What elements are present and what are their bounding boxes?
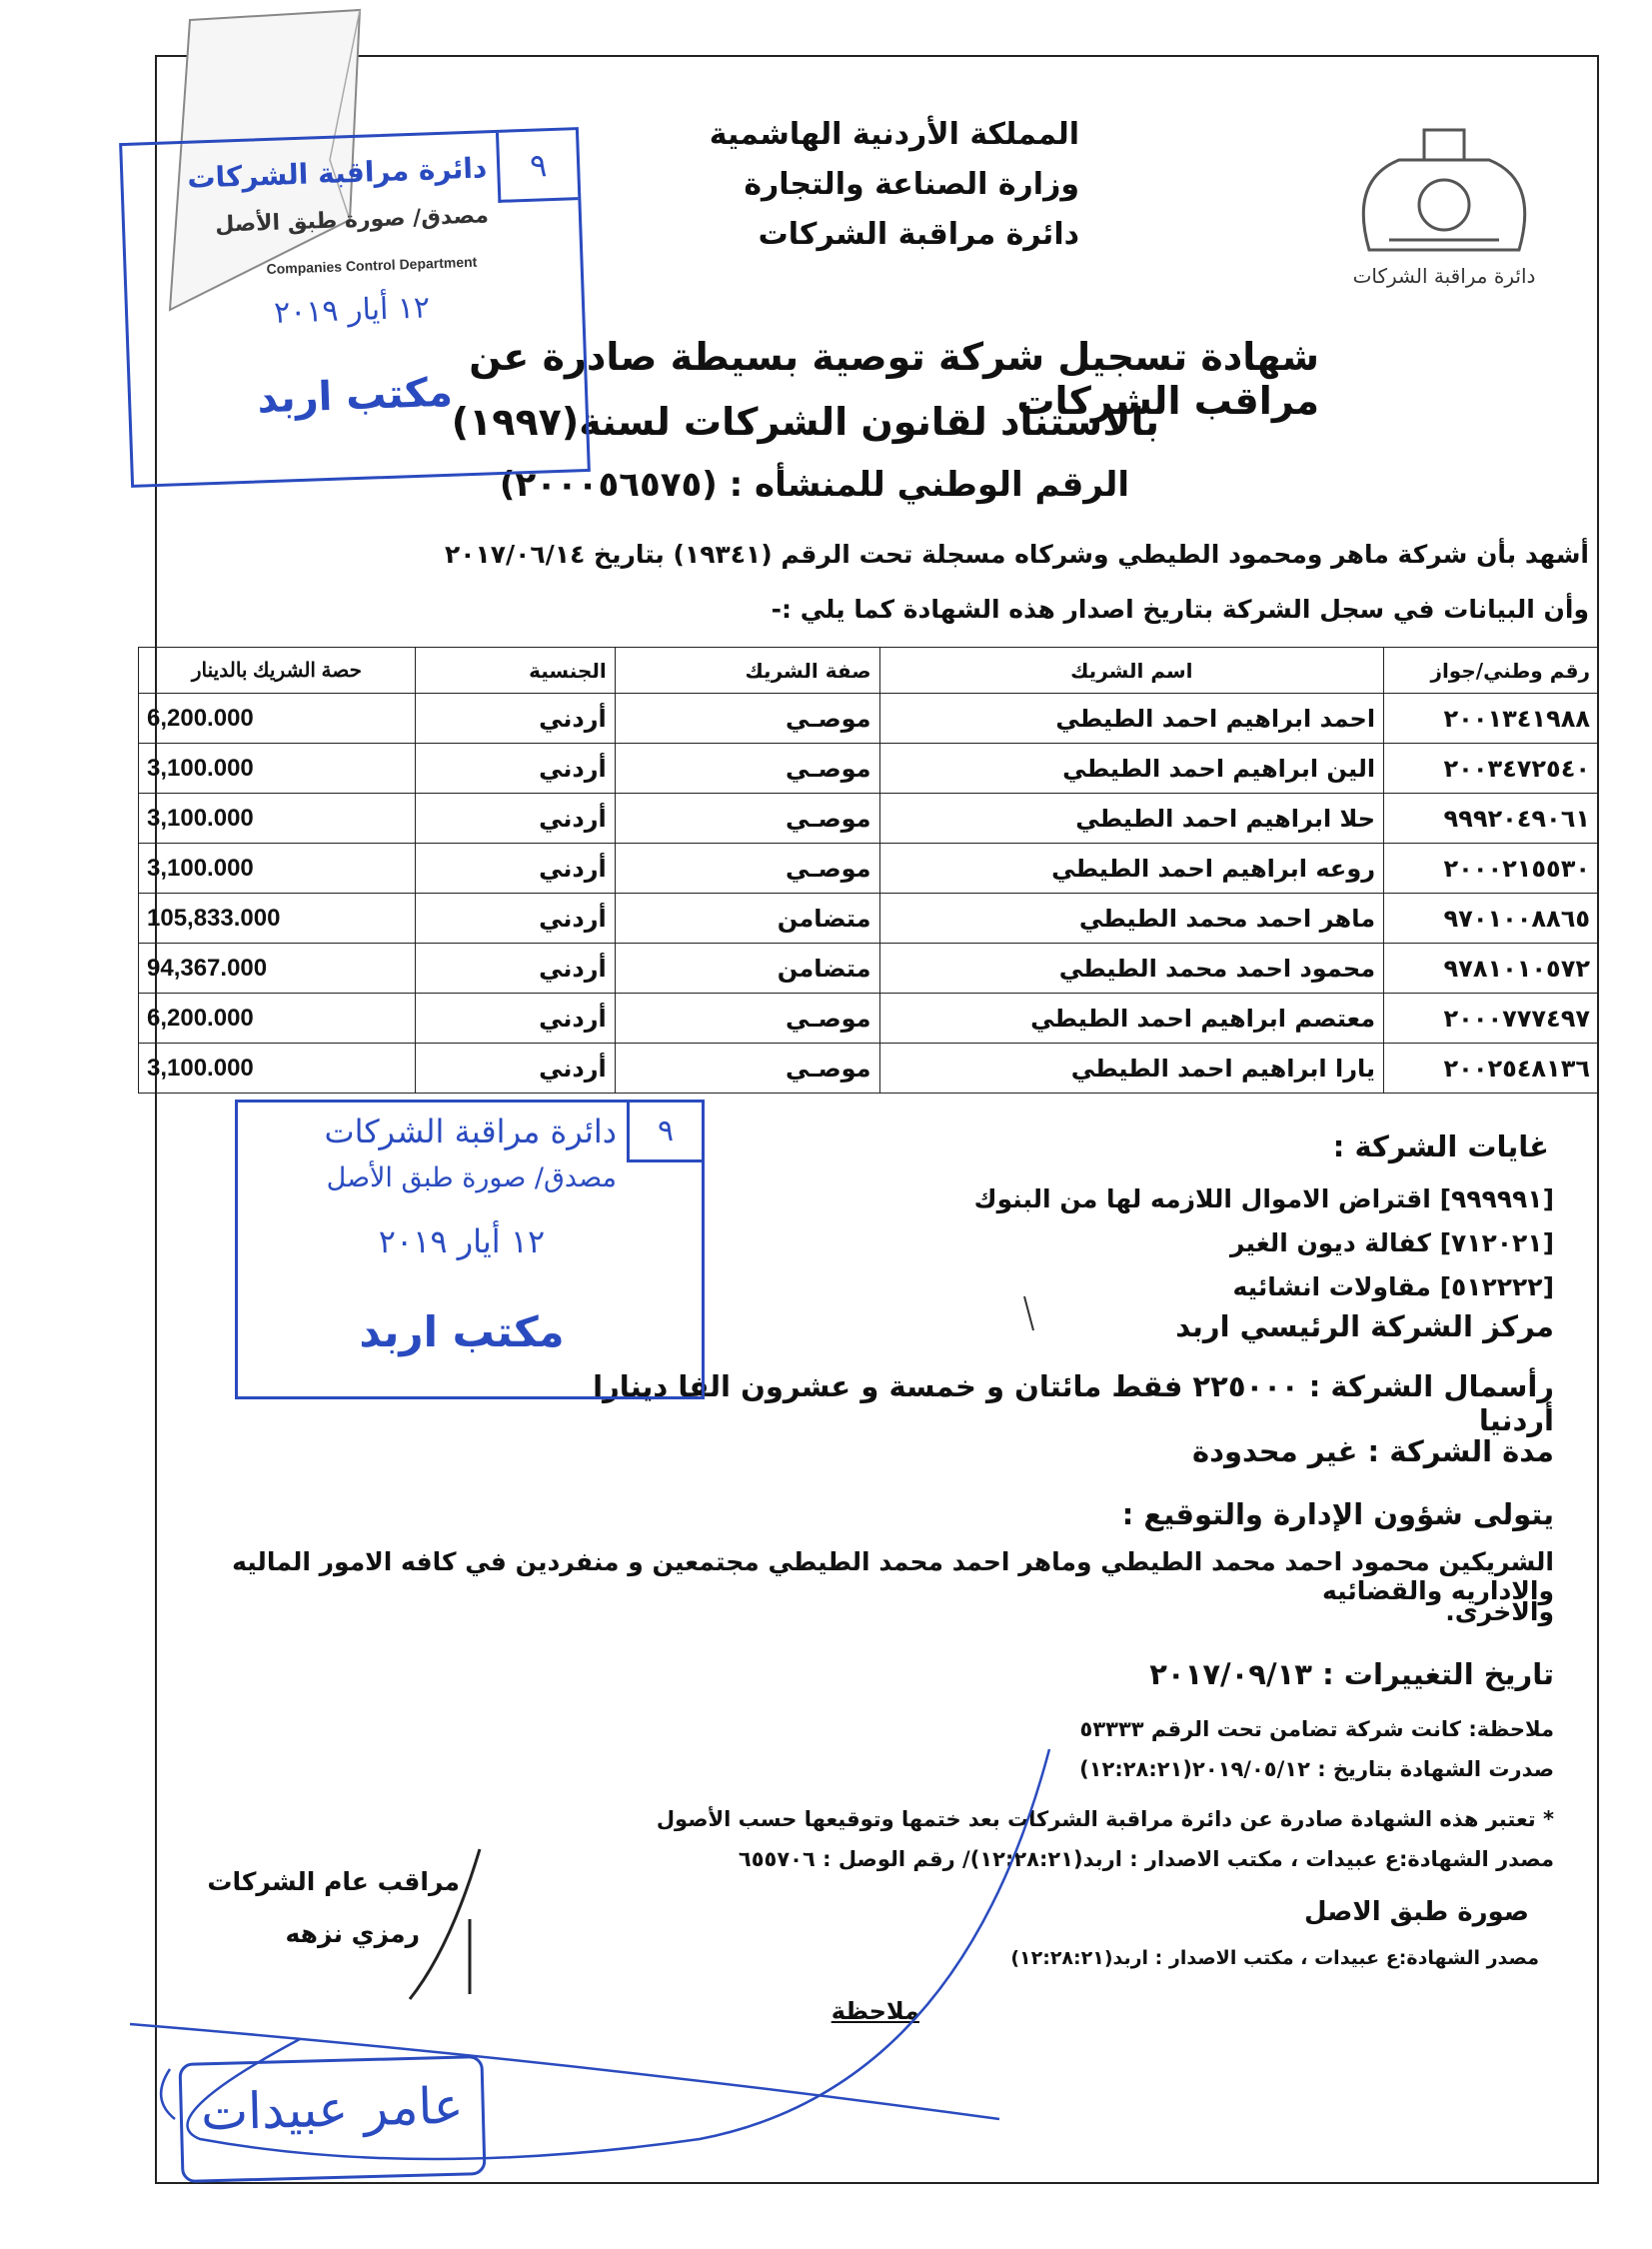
objective-item: [٥١٢٢٢٢] مقاولات انشائيه — [1232, 1272, 1554, 1301]
partner-nationality: أردني — [415, 694, 615, 744]
certification-stamp-top — [119, 127, 591, 488]
partner-share: 6,200.000 — [139, 994, 416, 1044]
partner-share: 3,100.000 — [139, 1044, 416, 1094]
pen-mark — [1019, 1294, 1039, 1334]
stamp-date: ١٢ أيار ٢٠١٩ — [378, 1222, 546, 1260]
partner-share: 6,200.000 — [139, 694, 416, 744]
stamp-line-1: دائرة مراقبة الشركات — [186, 151, 488, 195]
intro-line-1: أشهد بأن شركة ماهر ومحمود الطيطي وشركاه مسجلة تحت الرقم (١٩٣٤١) بتاريخ ٢٠١٧/٠٦/١٤ — [445, 540, 1589, 569]
coat-of-arms-emblem — [1329, 120, 1559, 300]
partner-name: روعه ابراهيم احمد الطيطي — [879, 844, 1384, 894]
partner-id: ٩٩٩٢٠٤٩٠٦١ — [1384, 794, 1599, 844]
source-note: مصدر الشهادة:ع عبيدات ، مكتب الاصدار : اربد(١٢:٢٨:٢١)/ رقم الوصل : ٦٥٥٧٠٦ — [738, 1847, 1554, 1871]
partner-share: 94,367.000 — [139, 944, 416, 994]
issue-date: صدرت الشهادة بتاريخ : ٢٠١٩/٠٥/١٢(١٢:٢٨:٢١) — [1079, 1757, 1554, 1781]
partner-id: ٢٠٠٠٢١٥٥٣٠ — [1384, 844, 1599, 894]
header-name: اسم الشريك — [879, 648, 1384, 694]
certificate-subtitle: بالاستناد لقانون الشركات لسنة(١٩٩٧) — [451, 400, 1159, 444]
table-row — [139, 794, 1599, 844]
certificate-title: شهادة تسجيل شركة توصية بسيطة صادرة عن مراقب الشركات — [469, 335, 1319, 423]
stamp-office: مكتب اربد — [256, 369, 454, 423]
duration: مدة الشركة : غير محدودة — [1192, 1434, 1554, 1468]
table-row — [139, 994, 1599, 1044]
remark-label: ملاحظة — [830, 1997, 919, 2025]
true-copy-source: مصدر الشهادة:ع عبيدات ، مكتب الاصدار : اربد(١٢:٢٨:٢١) — [1010, 1947, 1539, 1969]
management-line-2: والاخرى. — [1445, 1597, 1554, 1626]
partner-nationality: أردني — [415, 994, 615, 1044]
true-copy-heading: صورة طبق الاصل — [1304, 1897, 1529, 1927]
signatory-name: رمزي نزهه — [285, 1919, 420, 1948]
partner-id: ٢٠٠١٣٤١٩٨٨ — [1384, 694, 1599, 744]
ministry-header — [560, 110, 1079, 260]
management-line-1: الشريكين محمود احمد محمد الطيطي وماهر احمد محمد الطيطي مجتمعين و منفردين في كافه الامور الماليه والاداريه والقضائيه — [232, 1547, 1554, 1605]
header-id: رقم وطني/جواز — [1384, 648, 1599, 694]
intro-line-2: وأن البيانات في سجل الشركة بتاريخ اصدار هذه الشهادة كما يلي :- — [771, 595, 1589, 624]
header-role: صفة الشريك — [615, 648, 879, 694]
partner-name: الين ابراهيم احمد الطيطي — [879, 744, 1384, 794]
partner-nationality: أردني — [415, 794, 615, 844]
stamp-english: Companies Control Department — [266, 253, 478, 278]
partner-share: 3,100.000 — [139, 844, 416, 894]
ministry-name: وزارة الصناعة والتجارة — [744, 167, 1079, 202]
partner-id: ٩٧٠١٠٠٨٨٦٥ — [1384, 894, 1599, 944]
headquarters: مركز الشركة الرئيسي اربد — [1175, 1309, 1554, 1343]
partner-name: معتصم ابراهيم احمد الطيطي — [879, 994, 1384, 1044]
partner-nationality: أردني — [415, 944, 615, 994]
partner-role: موصـي — [615, 1044, 879, 1094]
emblem-caption: دائرة مراقبة الشركات — [1352, 264, 1536, 288]
partner-id: ٢٠٠٣٤٧٢٥٤٠ — [1384, 744, 1599, 794]
partner-id: ٩٧٨١٠١٠٥٧٢ — [1384, 944, 1599, 994]
partner-nationality: أردني — [415, 744, 615, 794]
capital: رأسمال الشركة : ٢٢٥٠٠٠ فقط مائتان و خمسة و عشرون الفا دينارا أردنيا — [593, 1369, 1554, 1437]
partner-share: 3,100.000 — [139, 744, 416, 794]
partner-name: محمود احمد محمد الطيطي — [879, 944, 1384, 994]
partner-name: حلا ابراهيم احمد الطيطي — [879, 794, 1384, 844]
stamp-date: ١٢ أيار ٢٠١٩ — [273, 290, 431, 331]
department-name: دائرة مراقبة الشركات — [758, 217, 1079, 252]
objective-item: [٩٩٩٩٩١] اقتراض الاموال اللازمه لها من البنوك — [973, 1184, 1554, 1213]
objectives-heading: غايات الشركة : — [1332, 1129, 1549, 1163]
note-text: ملاحظة: كانت شركة تضامن تحت الرقم ٥٣٣٣٣ — [1079, 1717, 1554, 1741]
stamp-office: مكتب اربد — [359, 1307, 565, 1356]
table-row — [139, 944, 1599, 994]
partner-nationality: أردني — [415, 894, 615, 944]
partner-nationality: أردني — [415, 1044, 615, 1094]
partner-role: موصـي — [615, 694, 879, 744]
table-row — [139, 1044, 1599, 1094]
stamp-number: ٩ — [627, 1103, 702, 1162]
stamp-line-1: دائرة مراقبة الشركات — [324, 1113, 617, 1150]
table-row — [139, 894, 1599, 944]
objectives-list — [700, 1177, 1554, 1309]
table-header-row — [139, 648, 1599, 694]
partner-role: متضامن — [615, 944, 879, 994]
management-heading: يتولى شؤون الإدارة والتوقيع : — [1121, 1497, 1554, 1531]
partner-role: موصـي — [615, 994, 879, 1044]
crown-icon — [1329, 120, 1559, 260]
stamp-line-2: مصدق/ صورة طبق الأصل — [326, 1162, 617, 1193]
partner-role: موصـي — [615, 794, 879, 844]
kingdom-name: المملكة الأردنية الهاشمية — [709, 117, 1079, 152]
partner-id: ٢٠٠٠٧٧٧٤٩٧ — [1384, 994, 1599, 1044]
partner-share: 105,833.000 — [139, 894, 416, 944]
partner-nationality: أردني — [415, 844, 615, 894]
header-share: حصة الشريك بالدينار — [139, 648, 416, 694]
table-row — [139, 694, 1599, 744]
partners-table — [138, 647, 1599, 1094]
stamp-number: ٩ — [496, 130, 578, 203]
national-number: الرقم الوطني للمنشأه : (٢٠٠٠٥٦٥٧٥) — [499, 465, 1129, 505]
certification-stamp-middle — [235, 1100, 705, 1399]
table-row — [139, 744, 1599, 794]
validity-note: * تعتبر هذه الشهادة صادرة عن دائرة مراقبة الشركات بعد ختمها وتوقيعها حسب الأصول — [656, 1807, 1554, 1831]
stamp-line-2: مصدق/ صورة طبق الأصل — [214, 203, 490, 238]
header-nationality: الجنسية — [415, 648, 615, 694]
table-row — [139, 844, 1599, 894]
partner-role: موصـي — [615, 744, 879, 794]
objective-item: [٧١٢٠٢١] كفالة ديون الغير — [1229, 1228, 1554, 1257]
partner-role: متضامن — [615, 894, 879, 944]
partner-id: ٢٠٠٢٥٤٨١٣٦ — [1384, 1044, 1599, 1094]
signatory-title: مراقب عام الشركات — [207, 1867, 460, 1896]
partner-share: 3,100.000 — [139, 794, 416, 844]
partner-name: ماهر احمد محمد الطيطي — [879, 894, 1384, 944]
changes-date: تاريخ التغييرات : ٢٠١٧/٠٩/١٣ — [1149, 1657, 1554, 1691]
partner-role: موصـي — [615, 844, 879, 894]
employee-name-stamp — [178, 2055, 486, 2183]
stamp-employee-name: عامر عبيدات — [200, 2076, 465, 2142]
partner-name: يارا ابراهيم احمد الطيطي — [879, 1044, 1384, 1094]
partner-name: احمد ابراهيم احمد الطيطي — [879, 694, 1384, 744]
